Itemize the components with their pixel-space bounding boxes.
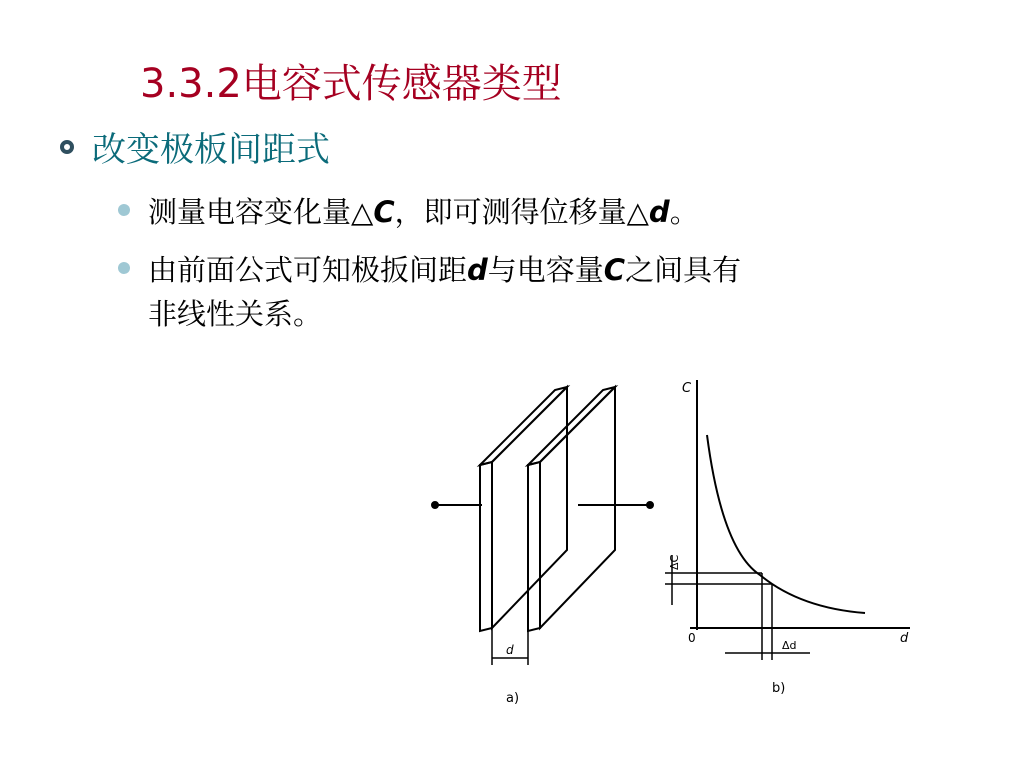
right-terminal bbox=[647, 502, 653, 508]
left-terminal bbox=[432, 502, 438, 508]
dot-bullet-icon bbox=[118, 262, 130, 274]
fig-b-label: b) bbox=[772, 681, 786, 696]
bullet-item-1 bbox=[118, 190, 699, 234]
capacitance-graph bbox=[665, 380, 910, 696]
delta-c-label: ΔC bbox=[668, 554, 681, 570]
bullet-1-text: 测量电容变化量△C，即可测得位移量△d。 bbox=[148, 195, 699, 229]
capacitor-figure bbox=[410, 360, 930, 710]
fig-a-label: a) bbox=[506, 691, 520, 706]
section-heading-text: 改变极板间距式 bbox=[92, 130, 330, 170]
y-axis-label: C bbox=[682, 381, 692, 396]
gap-label: d bbox=[506, 643, 514, 657]
capacitor-plate-left bbox=[480, 387, 567, 631]
dot-bullet-icon bbox=[118, 204, 130, 216]
bullet-2-text-line2: 非线性关系。 bbox=[148, 297, 323, 331]
bullet-2-text: 由前面公式可知极扳间距d与电容量C之间具有 bbox=[148, 253, 742, 287]
slide-title: 3.3.2电容式传感器类型 bbox=[140, 61, 562, 107]
section-heading bbox=[60, 122, 330, 171]
capacitor-plate-right bbox=[528, 387, 615, 631]
c-vs-d-curve bbox=[707, 435, 865, 613]
x-axis-label: d bbox=[900, 631, 909, 646]
origin-label: 0 bbox=[688, 631, 696, 645]
bullet-item-2 bbox=[118, 248, 741, 336]
delta-d-label: Δd bbox=[782, 639, 797, 652]
ring-bullet-icon bbox=[60, 140, 74, 154]
